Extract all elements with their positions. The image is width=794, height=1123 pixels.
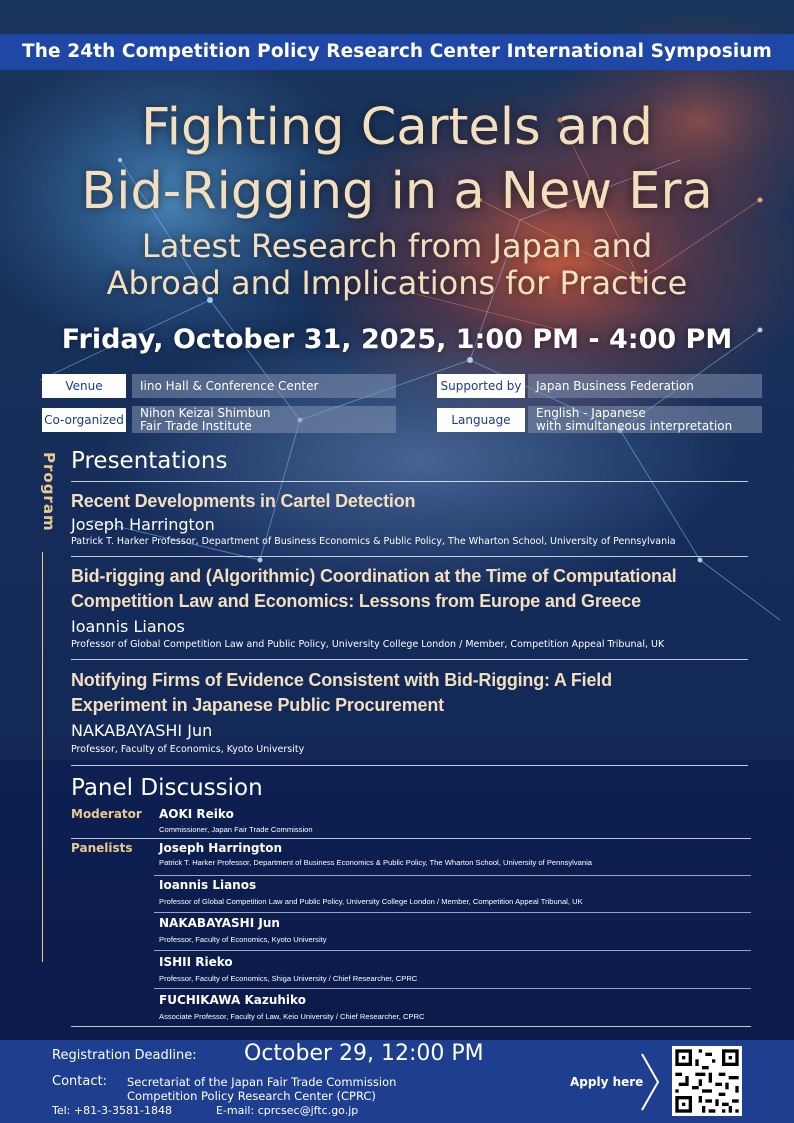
panelist-2-name: Ioannis Lianos — [159, 878, 257, 892]
presentation-divider — [71, 556, 748, 557]
language-value — [528, 406, 762, 433]
coorganized-value-line2: Fair Trade Institute — [140, 419, 252, 433]
deadline-value: October 29, 12:00 PM — [244, 1041, 484, 1066]
panelist-1-name: Joseph Harrington — [159, 841, 283, 855]
presentation-2-speaker: Ioannis Lianos — [71, 617, 185, 636]
panel-heading: Panel Discussion — [71, 775, 263, 801]
banner-text: The 24th Competition Policy Research Center International Symposium — [22, 41, 772, 62]
venue-label: Venue — [42, 374, 126, 398]
language-label: Language — [437, 408, 525, 432]
venue-value: Iino Hall & Conference Center — [132, 374, 396, 398]
contact-label: Contact: — [52, 1074, 107, 1089]
coorganized-value — [132, 406, 396, 433]
presentations-divider — [71, 481, 748, 482]
panelist-divider — [154, 875, 751, 876]
coorganized-value-line1: Nihon Keizai Shimbun — [140, 406, 271, 420]
apply-here-link[interactable]: Apply here — [570, 1075, 644, 1089]
panel-end-divider — [71, 1026, 751, 1027]
panelist-5-affiliation: Associate Professor, Faculty of Law, Keio University / Chief Researcher, CPRC — [159, 1012, 425, 1021]
qr-code-icon[interactable] — [672, 1046, 742, 1116]
supported-label: Supported by — [437, 374, 525, 398]
presentation-2-title-line1: Bid-rigging and (Algorithmic) Coordination at the Time of Computational — [71, 566, 677, 586]
presentation-3-speaker: NAKABAYASHI Jun — [71, 721, 213, 740]
presentation-1-title: Recent Developments in Cartel Detection — [71, 491, 416, 511]
presentation-2-title-line2: Competition Law and Economics: Lessons from Europe and Greece — [71, 591, 641, 611]
moderator-affiliation: Commissioner, Japan Fair Trade Commission — [159, 825, 313, 834]
panelist-1-affiliation: Patrick T. Harker Professor, Department of Business Economics & Public Policy, The Wharton School, University of Pennsylvania — [159, 858, 593, 867]
main-title-line2: Bid-Rigging in a New Era — [81, 162, 713, 221]
program-vertical-label: Program — [40, 452, 58, 532]
presentations-end-divider — [71, 765, 748, 766]
language-value-line2: with simultaneous interpretation — [536, 419, 733, 433]
presentation-3-title-line1: Notifying Firms of Evidence Consistent with Bid-Rigging: A Field — [71, 670, 612, 690]
chevron-right-icon[interactable] — [636, 1050, 664, 1114]
subtitle-line2: Abroad and Implications for Practice — [106, 264, 688, 302]
panelists-label: Panelists — [71, 841, 133, 855]
program-divider-line — [42, 552, 43, 962]
panel-divider — [71, 838, 751, 839]
panelist-2-affiliation: Professor of Global Competition Law and Public Policy, University College London / Member, Competition Appeal Tribunal, UK — [159, 897, 583, 906]
panelist-divider — [154, 912, 751, 913]
subtitle-line1: Latest Research from Japan and — [141, 227, 653, 265]
top-banner — [0, 34, 794, 70]
panelist-4-name: ISHII Rieko — [159, 955, 233, 969]
panelist-3-affiliation: Professor, Faculty of Economics, Kyoto University — [159, 935, 327, 944]
panelist-3-name: NAKABAYASHI Jun — [159, 916, 280, 930]
contact-tel: Tel: +81-3-3581-1848 — [52, 1104, 172, 1117]
panelist-divider — [154, 950, 751, 951]
language-value-line1: English - Japanese — [536, 406, 646, 420]
panelist-divider — [154, 988, 751, 989]
supported-value: Japan Business Federation — [528, 374, 762, 398]
presentation-3-affiliation: Professor, Faculty of Economics, Kyoto University — [71, 744, 305, 755]
presentation-2-affiliation: Professor of Global Competition Law and Public Policy, University College London / Member, Competition Appeal Tribunal, UK — [71, 639, 665, 650]
presentation-1-affiliation: Patrick T. Harker Professor, Department of Business Economics & Public Policy, The Wharton School, University of Pennsylvania — [71, 536, 676, 547]
moderator-label: Moderator — [71, 807, 142, 821]
contact-email[interactable]: E-mail: cprcsec@jftc.go.jp — [216, 1104, 359, 1117]
contact-line1: Secretariat of the Japan Fair Trade Commission — [127, 1075, 397, 1089]
panelist-4-affiliation: Professor, Faculty of Economics, Shiga University / Chief Researcher, CPRC — [159, 974, 418, 983]
coorganized-label: Co-organized — [42, 408, 126, 432]
presentations-heading: Presentations — [71, 448, 228, 474]
footer — [0, 1040, 794, 1123]
presentation-1-speaker: Joseph Harrington — [71, 515, 215, 534]
moderator-name: AOKI Reiko — [159, 807, 234, 821]
main-title-line1: Fighting Cartels and — [141, 98, 653, 157]
panelist-5-name: FUCHIKAWA Kazuhiko — [159, 993, 306, 1007]
event-date: Friday, October 31, 2025, 1:00 PM - 4:00 PM — [61, 324, 733, 355]
deadline-label: Registration Deadline: — [52, 1048, 197, 1063]
contact-line2: Competition Policy Research Center (CPRC) — [127, 1089, 376, 1103]
presentation-divider — [71, 659, 748, 660]
presentation-3-title-line2: Experiment in Japanese Public Procurement — [71, 695, 444, 715]
